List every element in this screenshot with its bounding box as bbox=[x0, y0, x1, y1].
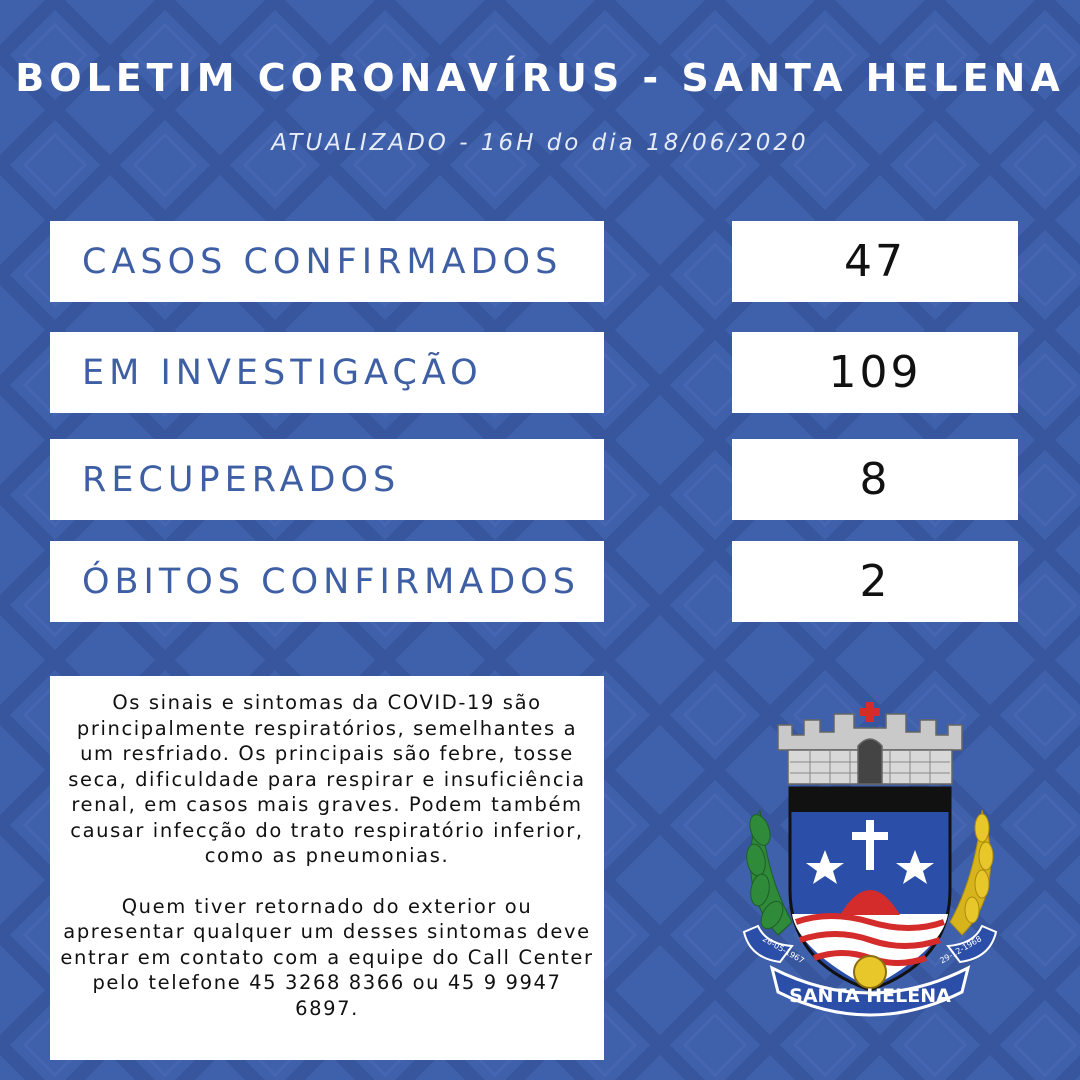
stat-value-recovered: 8 bbox=[732, 439, 1018, 520]
stat-label-recovered: RECUPERADOS bbox=[50, 439, 604, 520]
stat-label-investigation: EM INVESTIGAÇÃO bbox=[50, 332, 604, 413]
crest-date-left: 26-05-1967 bbox=[760, 934, 806, 966]
stat-value-confirmed: 47 bbox=[732, 221, 1018, 302]
page-title: BOLETIM CORONAVÍRUS - SANTA HELENA bbox=[15, 56, 1065, 100]
municipal-coat-of-arms-icon bbox=[730, 700, 1010, 1030]
crest-ribbon-text: SANTA HELENA bbox=[789, 985, 951, 1007]
update-timestamp: ATUALIZADO - 16H do dia 18/06/2020 bbox=[271, 130, 809, 156]
stat-value-deaths: 2 bbox=[732, 541, 1018, 622]
stat-label-deaths: ÓBITOS CONFIRMADOS bbox=[50, 541, 604, 622]
stat-label-confirmed: CASOS CONFIRMADOS bbox=[50, 221, 604, 302]
info-contact-text: Quem tiver retornado do exterior ou apresentar qualquer um desses sintomas deve entrar em contato com a equipe do Call Center pelo telefone 45 3268 8366 ou 45 9 9947 6897. bbox=[60, 894, 594, 1020]
stat-value-investigation: 109 bbox=[732, 332, 1018, 413]
info-panel bbox=[50, 676, 604, 1060]
crest-date-right: 29-12-1968 bbox=[938, 934, 984, 966]
info-symptoms-text: Os sinais e sintomas da COVID-19 são principalmente respiratórios, semelhantes a um resfriado. Os principais são febre, tosse seca, dificuldade para respirar e insuficiência renal, em casos mais graves. Podem também causar infecção do trato respiratório inferior, como as pneumonias. bbox=[68, 691, 586, 867]
